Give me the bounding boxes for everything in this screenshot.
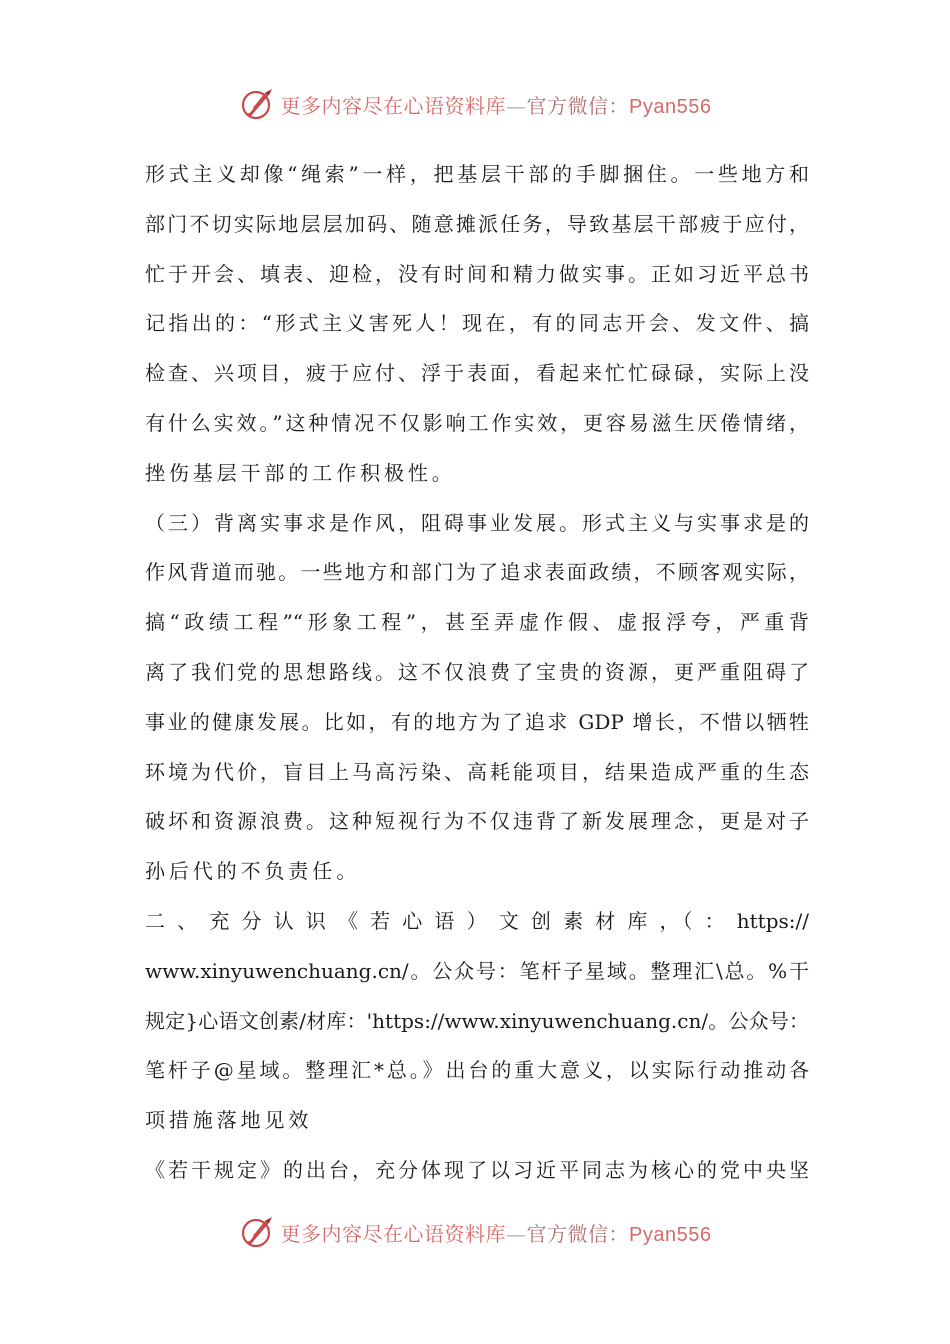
footer-brand-wechat: Pyan556 [629, 1223, 712, 1246]
footer-brand-text [281, 1218, 712, 1247]
body-line: 孙后代的不负责任。 [145, 859, 361, 884]
quill-logo-icon [239, 1214, 275, 1250]
body-line: 作风背道而驰。一些地方和部门为了追求表面政绩，不顾客观实际， [145, 560, 809, 585]
body-line: 部门不切实际地层层加码、随意摊派任务，导致基层干部疲于应付， [145, 211, 809, 236]
header-brand-main: 更多内容尽在心语资料库 [280, 93, 507, 118]
header-brand-text [281, 90, 712, 119]
header-brand [239, 86, 712, 122]
body-line: 二 、 充 分 认 识 《 若 心 语 ） 文 创 素 材 库 ，（ ： https:// [145, 908, 809, 933]
header-brand-sub: 官方微信： [526, 93, 630, 118]
page-header [0, 84, 950, 124]
footer-brand-dash: — [506, 1221, 527, 1246]
body-line: 有什么实效。”这种情况不仅影响工作实效，更容易滋生厌倦情绪， [145, 410, 809, 435]
body-line: 搞“政绩工程”“形象工程”，甚至弄虚作假、虚报浮夸，严重背 [145, 610, 809, 635]
body-line: 破坏和资源浪费。这种短视行为不仅违背了新发展理念，更是对子 [145, 809, 809, 834]
page-footer [0, 1212, 950, 1252]
body-line: 记指出的：“形式主义害死人！现在，有的同志开会、发文件、搞 [145, 311, 809, 336]
body-line: 忙于开会、填表、迎检，没有时间和精力做实事。正如习近平总书 [145, 261, 809, 286]
header-brand-wechat: Pyan556 [629, 95, 712, 118]
body-line: （三）背离实事求是作风，阻碍事业发展。形式主义与实事求是的 [145, 510, 809, 535]
footer-brand-sub: 官方微信： [526, 1221, 630, 1246]
body-line: 规定}心语文创素/材库：'https://www.xinyuwenchuang.cn/。公众号： [145, 1008, 809, 1033]
body-line: 事业的健康发展。比如，有的地方为了追求 GDP 增长，不惜以牺牲 [145, 709, 809, 734]
body-line: 环境为代价，盲目上马高污染、高耗能项目，结果造成严重的生态 [145, 759, 809, 784]
body-line: 项措施落地见效 [145, 1108, 313, 1133]
body-line: 形式主义却像“绳索”一样，把基层干部的手脚捆住。一些地方和 [145, 162, 809, 186]
footer-brand-main: 更多内容尽在心语资料库 [280, 1221, 507, 1246]
body-line: 挫伤基层干部的工作积极性。 [145, 460, 456, 485]
body-line: 《若干规定》的出台，充分体现了以习近平同志为核心的党中央坚 [145, 1157, 809, 1182]
body-line: 检查、兴项目，疲于应付、浮于表面，看起来忙忙碌碌，实际上没 [145, 361, 809, 386]
header-brand-dash: — [506, 93, 527, 118]
document-body [145, 150, 809, 1190]
body-line: 笔杆子@星域。整理汇*总。》出台的重大意义，以实际行动推动各 [145, 1058, 809, 1083]
quill-logo-icon [239, 86, 275, 122]
body-line: www.xinyuwenchuang.cn/。公众号：笔杆子星域。整理汇\总。%干 [145, 958, 809, 983]
footer-brand [239, 1214, 712, 1250]
body-line: 离了我们党的思想路线。这不仅浪费了宝贵的资源，更严重阻碍了 [145, 659, 809, 684]
